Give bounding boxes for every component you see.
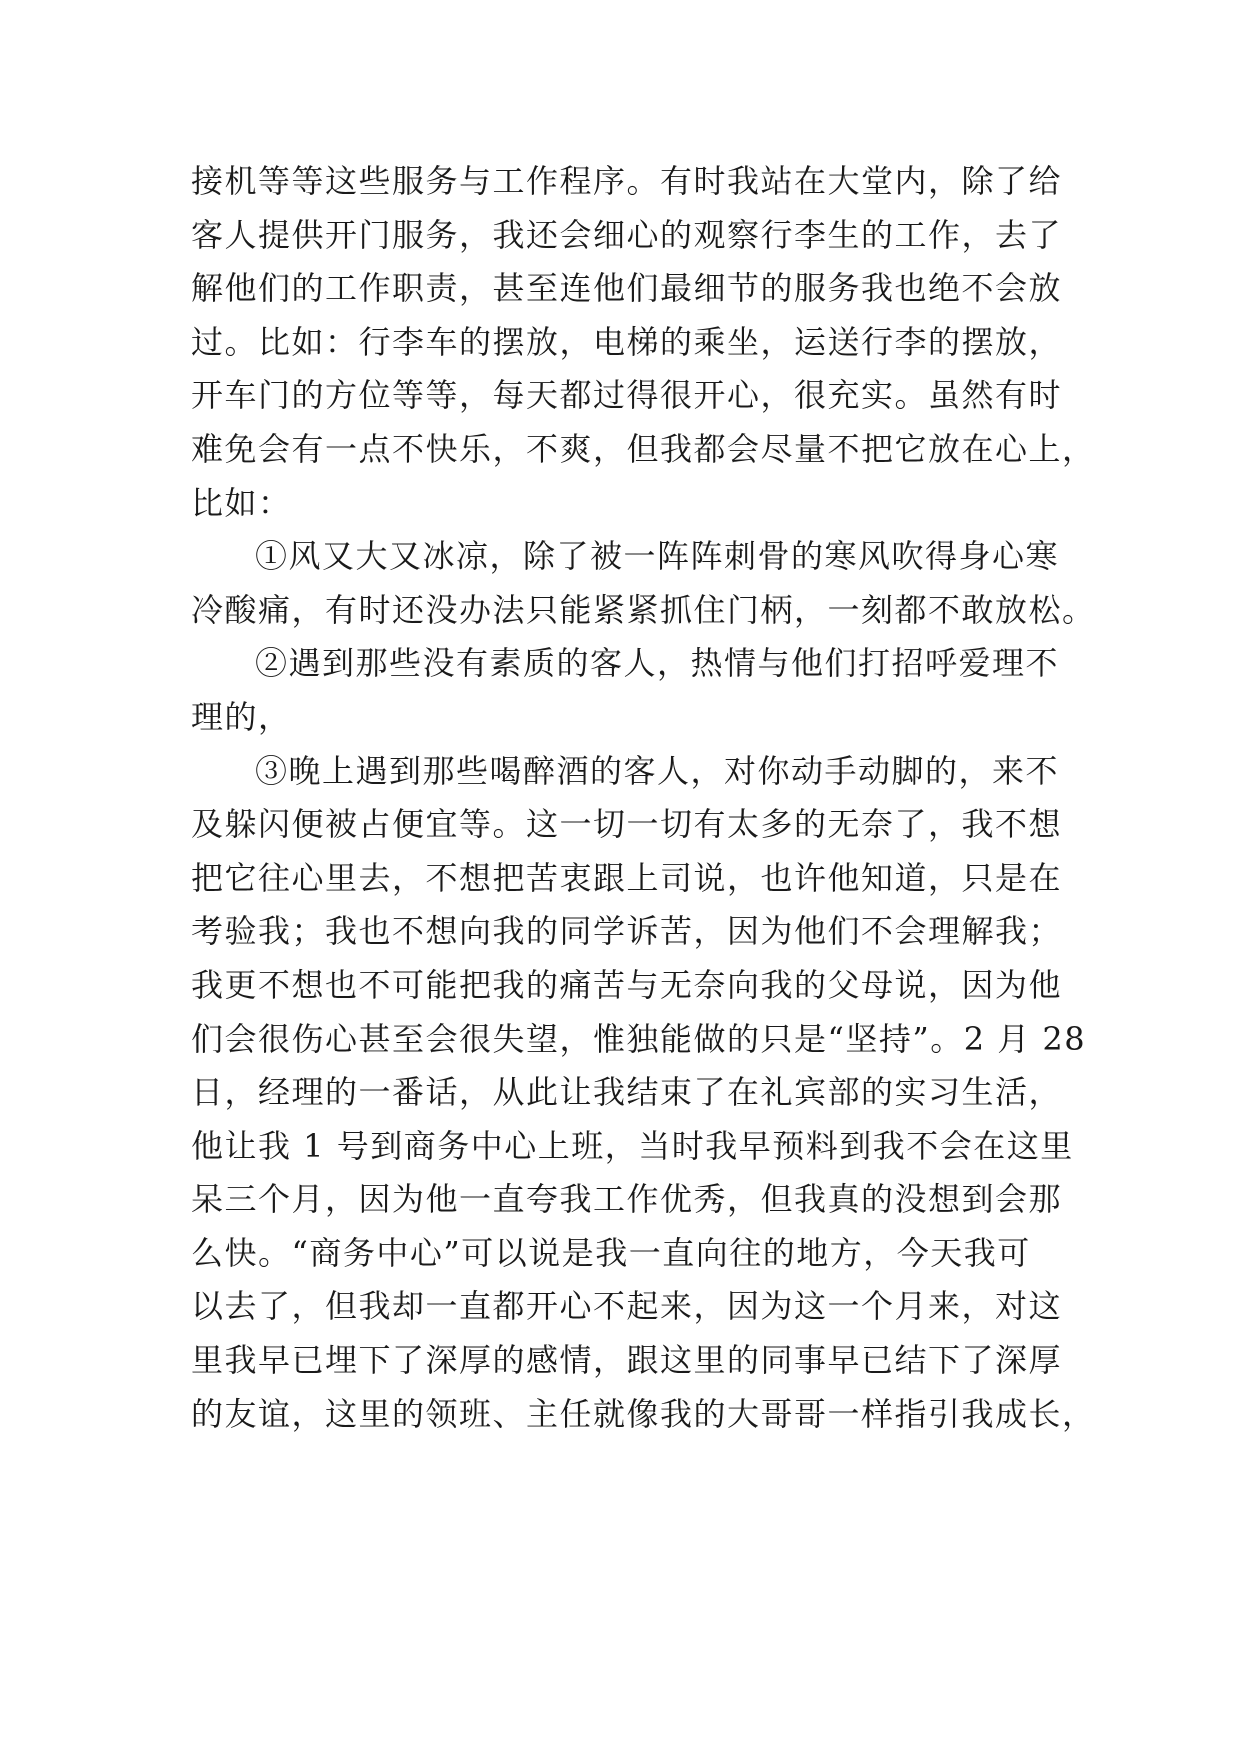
document-body [191,155,1096,1441]
paragraph-2 [191,530,1096,637]
text-line: 比如： [191,483,292,522]
text-line: 们会很伤心甚至会很失望，惟独能做的只是“坚持”。2 月 28 [191,1019,1087,1058]
text-line: 考验我；我也不想向我的同学诉苦，因为他们不会理解我； [191,912,1063,951]
text-line: 的友谊，这里的领班、主任就像我的大哥哥一样指引我成长， [191,1394,1096,1433]
text-line: 呆三个月，因为他一直夸我工作优秀，但我真的没想到会那 [191,1180,1063,1219]
text-line: ③晚上遇到那些喝醉酒的客人，对你动手动脚的，来不 [255,751,1060,790]
text-line: 过。比如：行李车的摆放，电梯的乘坐，运送行李的摆放， [191,322,1063,361]
text-line: 开车门的方位等等，每天都过得很开心，很充实。虽然有时 [191,376,1063,415]
text-line: 冷酸痛，有时还没办法只能紧紧抓住门柄，一刻都不敢放松。 [191,590,1096,629]
text-line: 他让我 1 号到商务中心上班，当时我早预料到我不会在这里 [191,1126,1074,1165]
text-line: 接机等等这些服务与工作程序。有时我站在大堂内，除了给 [191,162,1063,200]
text-line: 日，经理的一番话，从此让我结束了在礼宾部的实习生活， [191,1073,1063,1112]
paragraph-3 [191,637,1060,744]
text-line: 难免会有一点不快乐，不爽，但我都会尽量不把它放在心上， [191,429,1096,468]
text-line: 把它往心里去，不想把苦衷跟上司说，也许他知道，只是在 [191,858,1063,897]
text-line: ②遇到那些没有素质的客人，热情与他们打招呼爱理不 [255,644,1060,683]
text-line: 以去了，但我却一直都开心不起来，因为这一个月来，对这 [191,1287,1063,1326]
paragraph-1 [191,155,1096,530]
text-line: 解他们的工作职责，甚至连他们最细节的服务我也绝不会放 [191,269,1063,308]
text-line: 理的， [191,697,292,736]
paragraph-4 [191,745,1096,1442]
text-line: ①风又大又冰凉，除了被一阵阵刺骨的寒风吹得身心寒 [255,537,1060,576]
text-line: 我更不想也不可能把我的痛苦与无奈向我的父母说，因为他 [191,965,1063,1004]
text-line: 里我早已埋下了深厚的感情，跟这里的同事早已结下了深厚 [191,1341,1063,1380]
text-line: 及躲闪便被占便宜等。这一切一切有太多的无奈了，我不想 [191,805,1063,844]
text-line: 客人提供开门服务，我还会细心的观察行李生的工作，去了 [191,215,1063,254]
text-line: 么快。“商务中心”可以说是我一直向往的地方，今天我可 [191,1233,1031,1272]
